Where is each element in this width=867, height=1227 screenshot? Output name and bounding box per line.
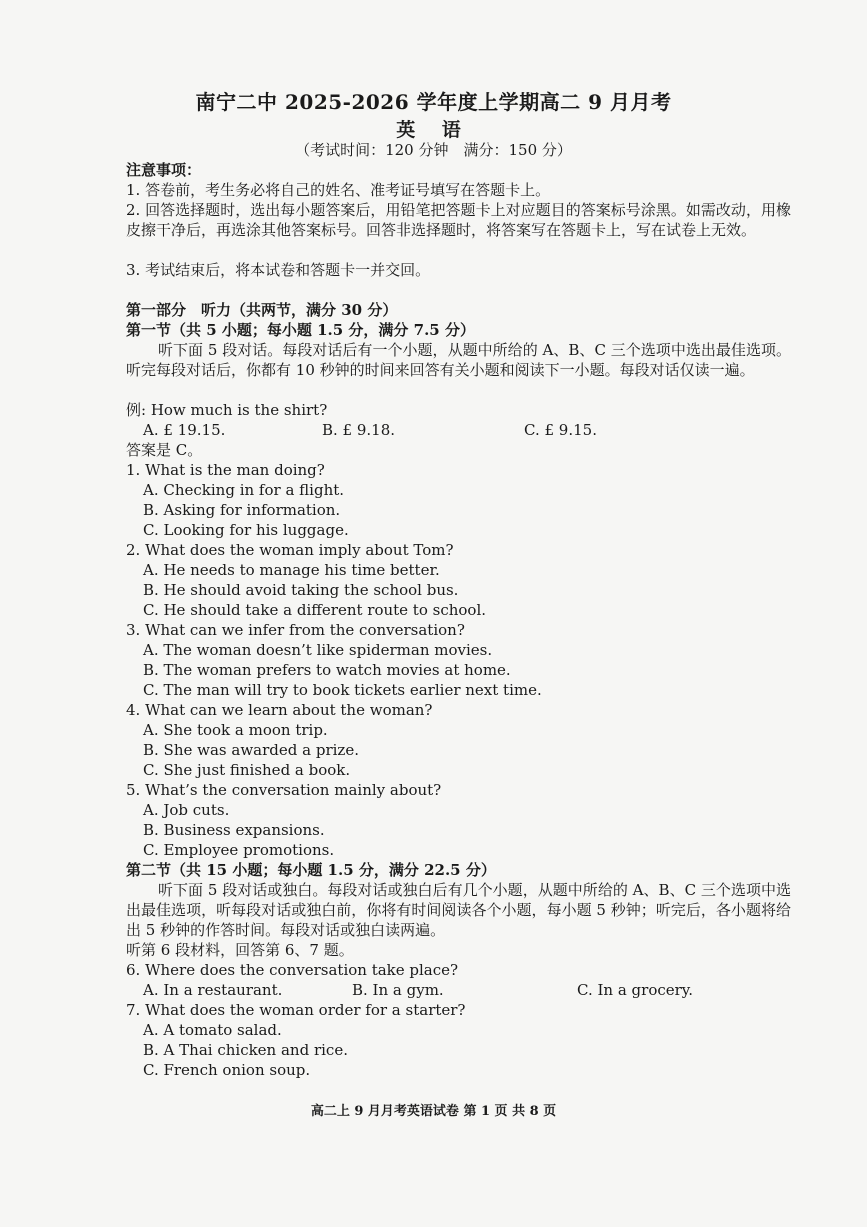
section1-heading: 第一节（共 5 小题；每小题 1.5 分，满分 7.5 分） (126, 321, 475, 339)
example-option-c: C. £ 9.15. (524, 421, 597, 439)
option-c: C. Employee promotions. (143, 841, 335, 859)
example-answer: 答案是 C。 (126, 441, 203, 459)
option-c: C. He should take a different route to school. (143, 601, 487, 619)
option-b: B. Business expansions. (143, 821, 325, 839)
notice-section (126, 160, 791, 280)
example-options (126, 420, 791, 440)
question-3 (126, 620, 791, 700)
question-text: 1. What is the man doing? (126, 461, 325, 479)
material-prompt: 听第 6 段材料，回答第 6、7 题。 (126, 941, 354, 959)
question-7 (126, 1000, 791, 1080)
example-option-a: A. £ 19.15. (143, 421, 226, 439)
notice-item-1: 1. 答卷前，考生务必将自己的姓名、准考证号填写在答题卡上。 (126, 181, 551, 199)
question-2 (126, 540, 791, 620)
option-a: A. Checking in for a flight. (143, 481, 345, 499)
option-c: C. She just finished a book. (143, 761, 351, 779)
question-text: 4. What can we learn about the woman? (126, 701, 433, 719)
notice-item-2: 2. 回答选择题时，选出每小题答案后，用铅笔把答题卡上对应题目的答案标号涂黑。如需改动，用橡皮擦干净后，再选涂其他答案标号。回答非选择题时，将答案写在答题卡上，写在试卷上无效。 (126, 201, 791, 239)
question-5 (126, 780, 791, 860)
part1-heading: 第一部分 听力（共两节，满分 30 分） (126, 301, 398, 319)
question-text: 3. What can we infer from the conversation? (126, 621, 465, 639)
exam-info: （考试时间：120 分钟 满分：150 分） (295, 141, 572, 159)
question-1 (126, 460, 791, 540)
question-text: 7. What does the woman order for a starter? (126, 1001, 466, 1019)
option-b: B. The woman prefers to watch movies at home. (143, 661, 511, 679)
option-c: C. Looking for his luggage. (143, 521, 349, 539)
option-a: A. He needs to manage his time better. (143, 561, 440, 579)
question-text: 6. Where does the conversation take place? (126, 961, 459, 979)
option-a: A. The woman doesn’t like spiderman movies. (143, 641, 493, 659)
section1-instructions: 听下面 5 段对话。每段对话后有一个小题，从题中所给的 A、B、C 三个选项中选出最佳选项。听完每段对话后，你都有 10 秒钟的时间来回答有关小题和阅读下一小题。每段对话仅读一遍。 (126, 341, 791, 379)
section2-instructions: 听下面 5 段对话或独白。每段对话或独白后有几个小题，从题中所给的 A、B、C 三个选项中选出最佳选项，听每段对话或独白前，你将有时间阅读各个小题，每小题 5 秒钟；听完后，各小题将给出 5 秒钟的作答时间。每段对话或独白读两遍。 (126, 881, 791, 939)
option-b: B. A Thai chicken and rice. (143, 1041, 348, 1059)
part1-section (126, 300, 791, 1080)
option-a: A. She took a moon trip. (143, 721, 328, 739)
option-b: B. In a gym. (352, 981, 444, 999)
option-a: A. In a restaurant. (143, 981, 283, 999)
question-6-options (126, 980, 791, 1000)
question-text: 2. What does the woman imply about Tom? (126, 541, 454, 559)
notice-heading: 注意事项： (126, 161, 202, 179)
example-option-b: B. £ 9.18. (322, 421, 396, 439)
option-c: C. The man will try to book tickets earlier next time. (143, 681, 542, 699)
option-a: A. A tomato salad. (143, 1021, 282, 1039)
question-4 (126, 700, 791, 780)
example-question: 例: How much is the shirt? (126, 401, 328, 419)
question-text: 5. What’s the conversation mainly about? (126, 781, 442, 799)
question-6 (126, 960, 791, 1000)
option-b: B. He should avoid taking the school bus. (143, 581, 459, 599)
option-c: C. In a grocery. (577, 981, 694, 999)
option-b: B. She was awarded a prize. (143, 741, 359, 759)
option-b: B. Asking for information. (143, 501, 341, 519)
page-footer: 高二上 9 月月考英语试卷 第 1 页 共 8 页 (310, 1104, 557, 1119)
section2-heading: 第二节（共 15 小题；每小题 1.5 分，满分 22.5 分） (126, 861, 496, 879)
exam-subject: 英 语 (396, 119, 471, 141)
option-c: C. French onion soup. (143, 1061, 311, 1079)
option-a: A. Job cuts. (143, 801, 230, 819)
exam-title: 南宁二中 2025-2026 学年度上学期高二 9 月月考 (195, 90, 672, 114)
notice-item-3: 3. 考试结束后，将本试卷和答题卡一并交回。 (126, 261, 431, 279)
